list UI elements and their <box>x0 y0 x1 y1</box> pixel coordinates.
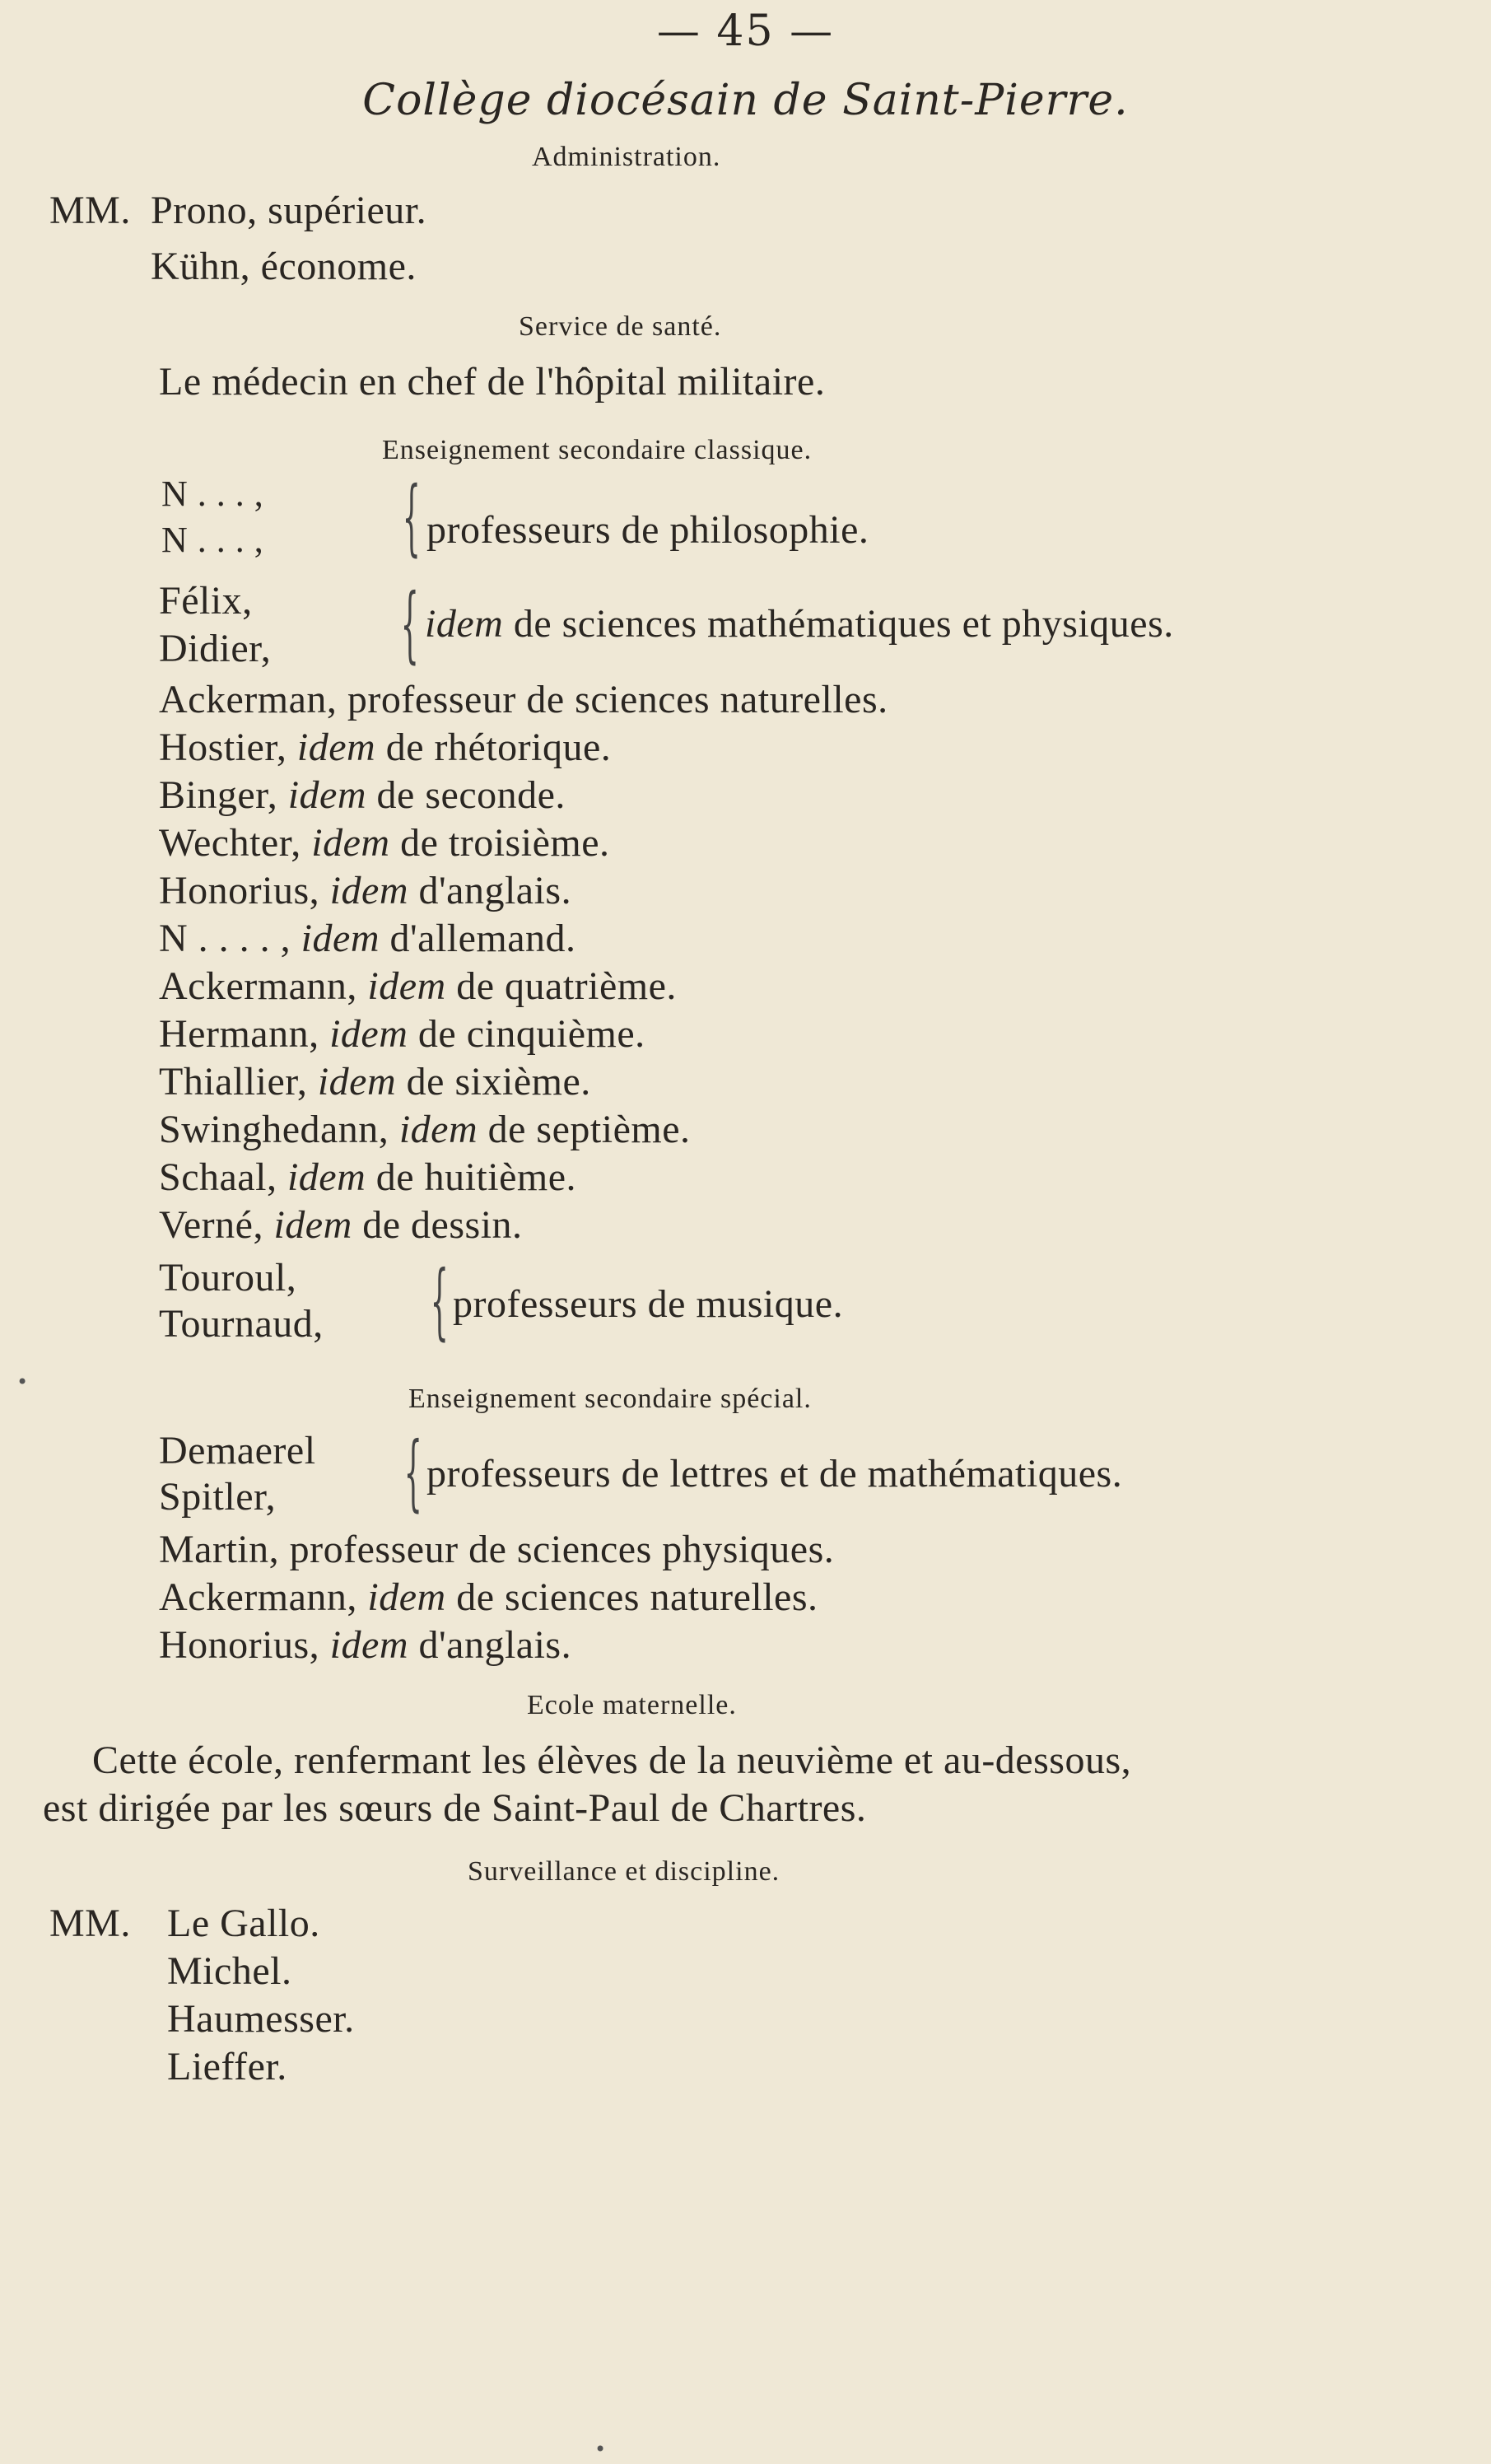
group-name: N . . . , <box>161 520 264 560</box>
group-name: Tournaud, <box>159 1302 324 1346</box>
group-name: Félix, <box>159 579 253 623</box>
entry-name: Swinghedann, <box>159 1108 389 1151</box>
list-item <box>159 1202 523 1248</box>
group-text: professeurs de musique. <box>453 1282 844 1326</box>
entry-name: Ackermann, <box>159 964 357 1008</box>
list-item <box>159 1107 691 1152</box>
idem-label: idem <box>367 964 446 1008</box>
entry-name: Honorius, <box>159 869 320 912</box>
list-item <box>159 677 888 722</box>
idem-label: idem <box>329 1012 408 1056</box>
list-item <box>159 1011 645 1057</box>
idem-label: idem <box>329 1623 408 1667</box>
brace-icon: { <box>402 469 421 565</box>
section-heading-maternelle: Ecole maternelle. <box>527 1690 737 1720</box>
entry-name: Schaal, <box>159 1155 277 1199</box>
entry-name: Hostier, <box>159 726 287 769</box>
entry-text: professeur de sciences naturelles. <box>347 678 888 721</box>
list-item <box>159 1527 834 1572</box>
paragraph-line: est dirigée par les sœurs de Saint-Paul de Chartres. <box>43 1786 867 1830</box>
list-item <box>159 868 571 913</box>
entry-text: d'anglais. <box>418 869 572 912</box>
admin-line: Kühn, économe. <box>151 245 417 288</box>
group-text: de sciences mathématiques et physiques. <box>513 602 1174 646</box>
entry-text: de sixième. <box>406 1060 591 1104</box>
list-item <box>159 1622 571 1668</box>
brace-icon: { <box>430 1253 449 1349</box>
idem-label: idem <box>367 1575 446 1619</box>
section-heading-sante: Service de santé. <box>519 311 722 342</box>
college-title: Collège diocésain de Saint-Pierre. <box>362 76 1129 125</box>
paragraph-line: Cette école, renfermant les élèves de la neuvième et au-dessous, <box>92 1738 1132 1782</box>
list-item <box>159 1155 576 1200</box>
group-name: N . . . , <box>161 474 264 514</box>
list-item <box>159 772 566 818</box>
group-name: Didier, <box>159 627 272 670</box>
entry-text: de quatrième. <box>456 964 677 1008</box>
idem-label: idem <box>329 869 408 912</box>
idem-label: idem <box>273 1203 352 1247</box>
group-text: professeurs de philosophie. <box>426 508 869 552</box>
page-number: — 45 — <box>656 7 835 56</box>
list-item: Michel. <box>167 1949 292 1993</box>
mm-prefix: MM. <box>49 1902 131 1945</box>
idem-label: idem <box>317 1060 397 1104</box>
entry-name: Binger, <box>159 773 278 817</box>
idem-label: idem <box>296 726 376 769</box>
section-heading-special: Enseignement secondaire spécial. <box>408 1384 812 1414</box>
idem-label: idem <box>398 1108 478 1151</box>
entry-text: d'anglais. <box>418 1623 572 1667</box>
list-item <box>159 1575 818 1620</box>
section-heading-surveillance: Surveillance et discipline. <box>468 1856 780 1887</box>
list-item <box>159 725 611 770</box>
group-name: Touroul, <box>159 1256 297 1300</box>
list-item <box>159 916 576 961</box>
entry-text: de cinquième. <box>417 1012 645 1056</box>
idem-label: idem <box>425 602 504 646</box>
entry-name: Ackerman, <box>159 678 338 721</box>
list-item <box>159 964 677 1009</box>
entry-name: Martin, <box>159 1528 280 1571</box>
idem-label: idem <box>301 917 380 960</box>
idem-label: idem <box>287 773 367 817</box>
entry-text: d'allemand. <box>389 917 576 960</box>
entry-name: Thiallier, <box>159 1060 308 1104</box>
group-text: professeurs de lettres et de mathématiques. <box>426 1452 1123 1496</box>
entry-text: de seconde. <box>376 773 566 817</box>
entry-text: de rhétorique. <box>385 726 612 769</box>
entry-text: de huitième. <box>375 1155 577 1199</box>
idem-label: idem <box>311 821 390 865</box>
sante-line: Le médecin en chef de l'hôpital militaire. <box>159 360 826 404</box>
entry-text: de troisième. <box>400 821 610 865</box>
list-item <box>159 820 610 866</box>
entry-name: N . . . . , <box>159 917 291 960</box>
entry-text: de dessin. <box>362 1203 523 1247</box>
entry-name: Verné, <box>159 1203 263 1247</box>
decorative-mark: • <box>594 2438 607 2461</box>
brace-icon: { <box>400 576 419 672</box>
list-item: Haumesser. <box>167 1997 355 2041</box>
entry-text: professeur de sciences physiques. <box>289 1528 835 1571</box>
list-item <box>159 1059 591 1104</box>
entry-text: de septième. <box>487 1108 691 1151</box>
group-name: Spitler, <box>159 1475 277 1519</box>
entry-name: Hermann, <box>159 1012 319 1056</box>
entry-name: Honorius, <box>159 1623 320 1667</box>
list-item: Le Gallo. <box>167 1902 320 1945</box>
group-text-line <box>425 601 1174 646</box>
idem-label: idem <box>287 1155 366 1199</box>
section-heading-administration: Administration. <box>532 142 721 172</box>
section-heading-classique: Enseignement secondaire classique. <box>382 435 813 465</box>
mm-prefix: MM. <box>49 189 131 232</box>
decorative-mark: • <box>16 1370 29 1393</box>
group-name: Demaerel <box>159 1429 316 1472</box>
entry-text: de sciences naturelles. <box>456 1575 818 1619</box>
entry-name: Ackermann, <box>159 1575 357 1619</box>
entry-name: Wechter, <box>159 821 301 865</box>
brace-icon: { <box>403 1424 422 1520</box>
admin-line: Prono, supérieur. <box>151 189 427 232</box>
list-item: Lieffer. <box>167 2045 287 2088</box>
